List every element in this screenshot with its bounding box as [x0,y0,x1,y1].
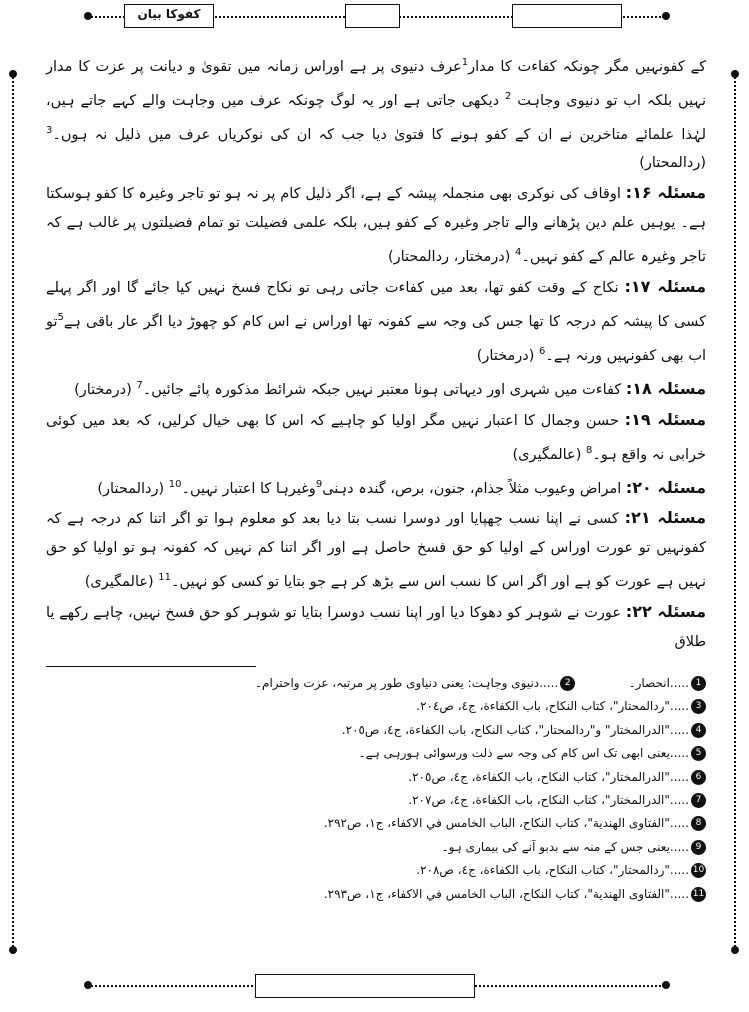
header-box-center [345,4,400,28]
footer-box [255,974,475,998]
footnote-row: 8....."الفتاوى الهندية"، كتاب النكاح، الباب الخامس في الاكفاء، ج١، ص٢٩٢. [46,812,706,835]
footnote-row: 10....."ردالمحتار"، كتاب النكاح، باب الكفاءة، ج٤، ص٢٠٨. [416,863,705,878]
bottom-rule-end-dot [662,981,670,989]
paragraph: مسئلہ ۲۲: عورت نے شوہر کو دھوکا دیا اور اپنا نسب دوسرا بتایا تو شوہر کو حق فسخ نہیں، چاہے رکھے یا طلاق [46,602,707,651]
main-text [46,48,706,657]
top-rule-end-dot [84,12,92,20]
footnote-row: 5.....یعنی ابھی تک اس کام کی وجہ سے ذلت ورسوائی ہورہی ہے۔ [46,742,706,765]
top-rule-end-dot [662,12,670,20]
footnote-row: 11....."الفتاوى الهندية"، كتاب النكاح، الباب الخامس في الاكفاء، ج١، ص٢٩٣. [323,886,705,901]
header-box-left: كفوكا بيان [124,4,214,28]
footnote-row: 9.....یعنی جس کے منہ سے بدبو آنے کی بیماری ہو۔ [46,836,706,859]
paragraph: مسئلہ ۱۷: نکاح کے وقت کفو تھا، بعد میں کفاءت جاتی رہی تو نکاح فسخ نہیں کیا جائے گا اور اگر پہلے کسی کا پیشہ کم درجہ کا تھا جس کی وجہ سے کفونہ تھا اوراس نے اس کام کو چھوڑ دیا اگر عار باقی ہے$^5$تو اب بھی کفونہیں ورنہ ہے۔$^6$ (درمختار) [46,277,707,364]
header-box-right [512,4,622,28]
footnotes [46,672,706,906]
paragraph: مسئلہ ۱۹: حسن وجمال کا اعتبار نہیں مگر اولیا کو چاہیے کہ اس کا بھی خیال کرلیں، کہ بعد میں کوئی خرابی نہ واقع ہو۔$^8$ (عالمگیری) [46,409,706,463]
paragraph: مسئلہ ۱۶: اوقاف کی نوکری بھی منجملہ پیشہ کے ہے، اگر ذلیل کام پر نہ ہو تو تاجر وغیرہ کا کفو ہوسکتا ہے۔ یوہیں علم دین پڑھانے والے تاجر وغیرہ کے کفو ہیں، بلکہ علمی فضیلت تو تمام فضیلتوں پر غالب ہے کہ تاجر وغیرہ عالم کے کفو نہیں۔$^4$ (درمختار، ردالمحتار) [46,183,707,266]
bottom-rule-end-dot [84,981,92,989]
paragraph: کے کفونہیں مگر چونکہ کفاءت کا مدار$^1$عرف دنیوی پر ہے اوراس زمانہ میں تقویٰ و دیانت پر عزت کا مدار نہیں بلکہ اب تو دنیوی وجاہت $^2$ دیکھی جاتی ہے اور یہ لوگ چونکہ عرف میں وجاہت والے کہے جاتے ہیں، لہٰذا علمائے متاخرین نے ان کے کفو ہونے کا فتویٰ دیا جب کہ ان کی نوکریاں عرف میں ذلیل نہ ہوں۔$^3$ (ردالمحتار) [46,57,706,172]
footnote-row: 3....."ردالمحتار"، كتاب النكاح، باب الكفاءة، ج٤، ص٢٠٤. [46,695,706,718]
paragraph: مسئلہ ۲۱: کسی نے اپنا نسب چھپایا اور دوسرا نسب بتا دیا بعد کو معلوم ہوا تو اگر اتنا کم درجہ ہے کہ کفونہیں تو عورت اوراس کے اولیا کو حق فسخ حاصل ہے اور اگر اتنا کم نہیں کہ کفونہ ہو تو اولیا کو حق نہیں ہے عورت کو ہے اور اگر اس کا نسب اس سے بڑھ کر ہے جو بتایا تو کسی کو نہیں۔$^{11}$ (عالمگیری) [46,508,706,591]
footnote-row: 1.....انحصار۔ 2.....دنیوی وجاہت: یعنی دنیاوی طور پر مرتبہ، عزت واحترام۔ [46,672,706,695]
footnote-row: 6....."الدرالمختار"، كتاب النكاح، باب الكفاءة، ج٤، ص٢٠٥. [46,766,706,789]
paragraph: مسئلہ ۲۰: امراض وعیوب مثلاً جذام، جنون، برص، گندہ دہنی$^9$وغیرہا کا اعتبار نہیں۔$^{10}$ (ردالمحتار) [97,477,706,497]
right-dotted-border [734,70,736,950]
footnote-row: 7....."الدرالمختار"، كتاب النكاح، باب الكفاءة، ج٤، ص٢٠٧. [46,789,706,812]
paragraph: مسئلہ ۱۸: کفاءت میں شہری اور دیہاتی ہونا معتبر نہیں جبکہ شرائط مذکورہ پائے جائیں۔$^7$ (درمختار) [74,378,706,398]
footnote-row: 4....."الدرالمختار" و"ردالمحتار"، كتاب النكاح، باب الكفاءة، ج٤، ص٢٠٥. [46,719,706,742]
footnote-number: 2 [560,676,575,691]
footnote-separator [46,666,256,667]
footnote-number: 1 [691,676,706,691]
left-dotted-border [12,70,14,950]
